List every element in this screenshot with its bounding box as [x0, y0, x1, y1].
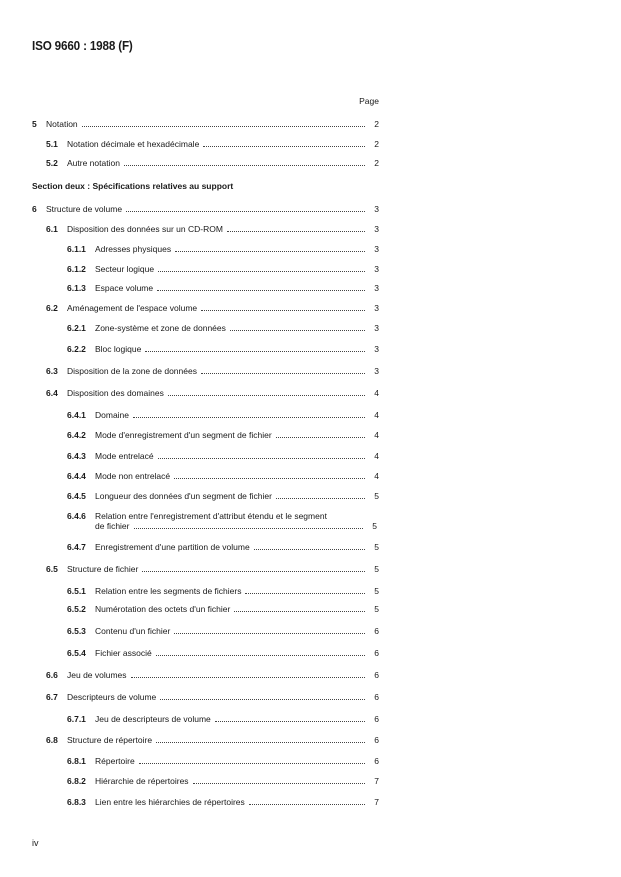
toc-entry-6-2-1[interactable] [67, 323, 379, 333]
toc-entry-page: 4 [374, 451, 379, 461]
toc-entry-title: Secteur logique [95, 264, 155, 274]
toc-entry-page: 7 [374, 797, 379, 807]
toc-entry-page: 3 [374, 224, 379, 234]
toc-entry-number: 6.1.3 [67, 283, 86, 293]
toc-entry-6-7-1[interactable] [67, 714, 379, 724]
toc-entry-page: 3 [374, 323, 379, 333]
toc-entry-title: Structure de répertoire [67, 735, 153, 745]
toc-entry-6-4-3[interactable] [67, 451, 379, 461]
toc-entry-number: 6.4 [46, 388, 58, 398]
toc-entry-page: 5 [374, 564, 379, 574]
toc-entry-page: 3 [374, 244, 379, 254]
toc-entry-6-4-1[interactable] [67, 410, 379, 420]
toc-entry-title: Fichier associé [95, 648, 152, 658]
toc-entry-title: Hiérarchie de répertoires [95, 776, 189, 786]
toc-entry-page: 2 [374, 158, 379, 168]
toc-entry-title: Structure de fichier [67, 564, 139, 574]
toc-entry-6-5-4[interactable] [67, 648, 379, 658]
toc-entry-title: Mode non entrelacé [95, 471, 171, 481]
toc-entry-6-1-3[interactable] [67, 283, 379, 293]
toc-entry-title: Enregistrement d'une partition de volume [95, 542, 250, 552]
toc-entry-number: 6 [32, 204, 37, 214]
toc-entry-6-5-2[interactable] [67, 604, 379, 614]
toc-entry-title: Disposition des données sur un CD-ROM [67, 224, 223, 234]
toc-entry-5-1[interactable] [46, 139, 379, 149]
toc-entry-page: 6 [374, 692, 379, 702]
toc-entry-number: 5.2 [46, 158, 58, 168]
toc-entry-6[interactable] [32, 204, 379, 214]
toc-entry-title: Descripteurs de volume [67, 692, 157, 702]
toc-entry-page: 3 [374, 344, 379, 354]
toc-entry-page: 3 [374, 283, 379, 293]
toc-entry-title: Adresses physiques [95, 244, 172, 254]
toc-entry-page: 3 [374, 204, 379, 214]
toc-entry-6-7[interactable] [46, 692, 379, 702]
toc-entry-title: Structure de volume [46, 204, 123, 214]
toc-entry-page: 5 [374, 604, 379, 614]
toc-entry-title: Mode entrelacé [95, 451, 154, 461]
toc-entry-title: Longueur des données d'un segment de fichier [95, 491, 272, 501]
toc-entry-page: 6 [374, 648, 379, 658]
toc-entry-6-4-6[interactable] [67, 511, 377, 531]
toc-entry-number: 6.1 [46, 224, 58, 234]
toc-entry-number: 6.5 [46, 564, 58, 574]
toc-entry-number: 6.2.1 [67, 323, 86, 333]
toc-entry-title: Relation entre les segments de fichiers [95, 586, 242, 596]
toc-entry-number: 6.5.4 [67, 648, 86, 658]
toc-entry-page: 4 [374, 430, 379, 440]
toc-entry-page: 2 [374, 139, 379, 149]
toc-entry-6-8-1[interactable] [67, 756, 379, 766]
toc-entry-number: 6.1.1 [67, 244, 86, 254]
toc-entry-number: 6.5.3 [67, 626, 86, 636]
toc-entry-number: 6.8 [46, 735, 58, 745]
toc-entry-6-2-2[interactable] [67, 344, 379, 354]
toc-entry-number: 6.4.4 [67, 471, 86, 481]
toc-entry-6-6[interactable] [46, 670, 379, 680]
toc-entry-6-8-3[interactable] [67, 797, 379, 807]
toc-entry-page: 3 [374, 366, 379, 376]
toc-entry-6-8-2[interactable] [67, 776, 379, 786]
toc-entry-number: 6.8.3 [67, 797, 86, 807]
toc-entry-page: 6 [374, 735, 379, 745]
toc-entry-title: Espace volume [95, 283, 154, 293]
toc-entry-6-5[interactable] [46, 564, 379, 574]
toc-entry-title: Aménagement de l'espace volume [67, 303, 198, 313]
toc-entry-number: 6.8.2 [67, 776, 86, 786]
toc-entry-6-4-4[interactable] [67, 471, 379, 481]
toc-entry-title: Disposition des domaines [67, 388, 164, 398]
toc-entry-page: 5 [372, 521, 377, 531]
toc-entry-number: 6.5.1 [67, 586, 86, 596]
toc-entry-6-1-1[interactable] [67, 244, 379, 254]
toc-entry-page: 5 [374, 586, 379, 596]
toc-entry-6-5-1[interactable] [67, 586, 379, 596]
toc-entry-6-1[interactable] [46, 224, 379, 234]
toc-entry-number: 6.4.5 [67, 491, 86, 501]
toc-entry-number: 6.4.6 [67, 511, 86, 521]
toc-entry-number: 6.2.2 [67, 344, 86, 354]
toc-entry-title: Lien entre les hiérarchies de répertoires [95, 797, 245, 807]
toc-entry-number: 6.4.2 [67, 430, 86, 440]
document-header: ISO 9660 : 1988 (F) [32, 38, 133, 53]
page-column-label: Page [359, 96, 379, 106]
toc-entry-number: 6.2 [46, 303, 58, 313]
toc-entry-number: 6.6 [46, 670, 58, 680]
footer-page-number: iv [32, 838, 39, 848]
toc-entry-title: Zone-système et zone de données [95, 323, 226, 333]
toc-entry-page: 7 [374, 776, 379, 786]
toc-entry-title: Mode d'enregistrement d'un segment de fichier [95, 430, 272, 440]
toc-entry-page: 4 [374, 410, 379, 420]
toc-entry-number: 5 [32, 119, 37, 129]
toc-entry-number: 6.5.2 [67, 604, 86, 614]
toc-entry-page: 6 [374, 670, 379, 680]
toc-entry-number: 6.4.3 [67, 451, 86, 461]
toc-entry-page: 6 [374, 756, 379, 766]
toc-entry-title: Jeu de volumes [67, 670, 127, 680]
toc-entry-5-2[interactable] [46, 158, 379, 168]
toc-entry-6-5-3[interactable] [67, 626, 379, 636]
toc-entry-number: 6.8.1 [67, 756, 86, 766]
toc-entry-title: Numérotation des octets d'un fichier [95, 604, 231, 614]
toc-entry-page: 6 [374, 714, 379, 724]
toc-entry-title: Notation [46, 119, 78, 129]
toc-entry-title: Domaine [95, 410, 130, 420]
toc-entry-6-1-2[interactable] [67, 264, 379, 274]
toc-entry-page: 5 [374, 542, 379, 552]
toc-entry-title: Jeu de descripteurs de volume [95, 714, 211, 724]
toc-entry-number: 6.3 [46, 366, 58, 376]
toc-entry-title: Notation décimale et hexadécimale [67, 139, 200, 149]
toc-entry-6-4-2[interactable] [67, 430, 379, 440]
toc-entry-6-4-5[interactable] [67, 491, 379, 501]
toc-entry-number: 5.1 [46, 139, 58, 149]
toc-entry-6-8[interactable] [46, 735, 379, 745]
toc-entry-page: 5 [374, 491, 379, 501]
toc-entry-title-line2: de fichier [95, 521, 130, 531]
toc-entry-6-4-7[interactable] [67, 542, 379, 552]
toc-entry-title: Contenu d'un fichier [95, 626, 171, 636]
toc-entry-title-line1: Relation entre l'enregistrement d'attribut étendu et le segment [95, 511, 327, 521]
toc-entry-page: 4 [374, 388, 379, 398]
toc-entry-page: 6 [374, 626, 379, 636]
toc-entry-title: Répertoire [95, 756, 135, 766]
toc-entry-number: 6.4.1 [67, 410, 86, 420]
toc-entry-6-2[interactable] [46, 303, 379, 313]
toc-entry-6-3[interactable] [46, 366, 379, 376]
toc-entry-title: Bloc logique [95, 344, 142, 354]
toc-entry-6-4[interactable] [46, 388, 379, 398]
toc-entry-number: 6.4.7 [67, 542, 86, 552]
section-heading: Section deux : Spécifications relatives au support [32, 181, 234, 191]
toc-entry-5[interactable] [32, 119, 379, 129]
toc-entry-page: 3 [374, 264, 379, 274]
toc-entry-page: 2 [374, 119, 379, 129]
toc-entry-page: 4 [374, 471, 379, 481]
toc-entry-title: Autre notation [67, 158, 120, 168]
toc-entry-number: 6.1.2 [67, 264, 86, 274]
toc-entry-page: 3 [374, 303, 379, 313]
toc-entry-title: Disposition de la zone de données [67, 366, 197, 376]
toc-entry-number: 6.7.1 [67, 714, 86, 724]
toc-entry-number: 6.7 [46, 692, 58, 702]
